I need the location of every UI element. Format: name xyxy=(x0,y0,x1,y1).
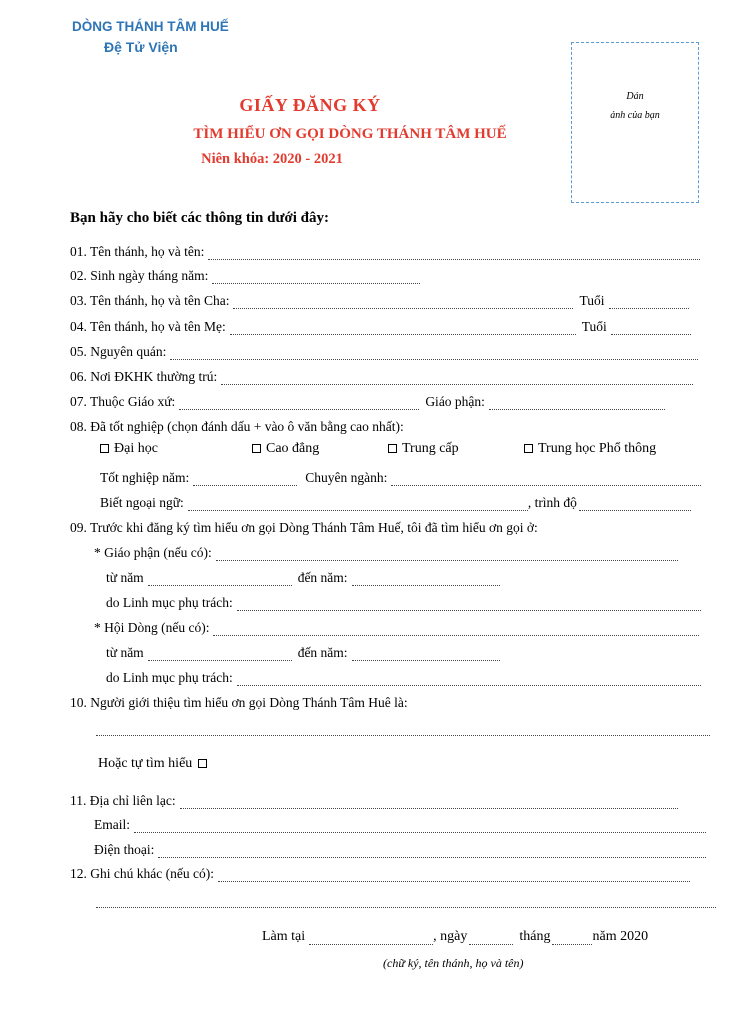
label-year: năm 2020 xyxy=(592,929,649,944)
label-to-year: đến năm: xyxy=(297,570,348,585)
field-diocese-years xyxy=(106,562,500,586)
input-referrer[interactable] xyxy=(96,721,710,736)
label-mother-age: Tuổi xyxy=(581,319,607,334)
department-name: Đệ Tử Viện xyxy=(104,39,178,55)
label-referrer: 10. Người giới thiệu tìm hiểu ơn gọi Dòng Thánh Tâm Huê là: xyxy=(70,695,408,710)
label-language: Biết ngoại ngữ: xyxy=(100,495,184,510)
field-phone xyxy=(94,834,706,858)
checkbox-icon[interactable] xyxy=(100,444,109,453)
field-prior-discernment xyxy=(70,512,538,536)
form-subtitle: TÌM HIỂU ƠN GỌI DÒNG THÁNH TÂM HUẾ xyxy=(193,126,507,142)
label-prior-diocese: * Giáo phận (nếu có): xyxy=(94,545,212,560)
field-mother xyxy=(70,311,691,335)
input-day[interactable] xyxy=(469,930,513,945)
label-priest: do Linh mục phụ trách: xyxy=(106,595,233,610)
input-congregation-from[interactable] xyxy=(148,646,292,661)
input-mother-name[interactable] xyxy=(230,320,576,335)
input-hometown[interactable] xyxy=(170,345,698,360)
input-prior-diocese[interactable] xyxy=(216,546,678,561)
label-notes: 12. Ghi chú khác (nếu có): xyxy=(70,866,214,881)
label-father: 03. Tên thánh, họ và tên Cha: xyxy=(70,293,230,308)
input-full-name[interactable] xyxy=(208,245,700,260)
label-from-year: từ năm xyxy=(106,645,144,660)
checkbox-icon[interactable] xyxy=(198,759,207,768)
label-birthdate: 02. Sinh ngày tháng năm: xyxy=(70,268,209,283)
field-father xyxy=(70,285,689,309)
input-major[interactable] xyxy=(391,471,701,486)
label-to-year: đến năm: xyxy=(297,645,348,660)
field-referrer xyxy=(70,687,408,711)
checkbox-icon[interactable] xyxy=(388,444,397,453)
label-parish: 07. Thuộc Giáo xứ: xyxy=(70,394,176,409)
label-graduation-year: Tốt nghiệp năm: xyxy=(100,470,190,485)
field-language xyxy=(100,487,691,511)
field-email xyxy=(94,809,706,833)
input-diocese-priest[interactable] xyxy=(237,596,701,611)
field-full-name xyxy=(70,236,700,260)
photo-label-1: Dán xyxy=(626,91,644,102)
signature-note: (chữ ký, tên thánh, họ và tên) xyxy=(383,956,524,970)
input-congregation-to[interactable] xyxy=(352,646,500,661)
label-education: 08. Đã tốt nghiệp (chọn đánh dấu + vào ô văn bằng cao nhất): xyxy=(70,419,404,434)
input-father-name[interactable] xyxy=(233,294,573,309)
field-residence xyxy=(70,361,693,385)
photo-placeholder[interactable] xyxy=(571,42,699,203)
label-day: , ngày xyxy=(433,929,468,944)
label-hometown: 05. Nguyên quán: xyxy=(70,344,167,359)
option-label: Cao đẳng xyxy=(266,441,320,456)
organization-name: DÒNG THÁNH TÂM HUẾ xyxy=(72,19,229,34)
label-major: Chuyên ngành: xyxy=(305,470,388,485)
label-place: Làm tại xyxy=(262,929,306,944)
input-address[interactable] xyxy=(180,794,678,809)
field-congregation-priest xyxy=(106,662,701,686)
input-diocese[interactable] xyxy=(489,395,665,410)
label-address: 11. Địa chỉ liên lạc: xyxy=(70,793,176,808)
input-graduation-year[interactable] xyxy=(193,471,297,486)
input-congregation-priest[interactable] xyxy=(237,671,701,686)
label-priest: do Linh mục phụ trách: xyxy=(106,670,233,685)
option-vocational[interactable] xyxy=(388,441,459,457)
label-month: tháng xyxy=(519,929,551,944)
field-address xyxy=(70,785,678,809)
label-self-discover: Hoặc tự tìm hiểu xyxy=(98,756,193,771)
form-title: GIẤY ĐĂNG KÝ xyxy=(239,95,381,115)
photo-label-2: ảnh của bạn xyxy=(610,110,660,121)
label-from-year: từ năm xyxy=(106,570,144,585)
signature-date-line xyxy=(262,929,648,945)
label-diocese: Giáo phận: xyxy=(425,394,485,409)
label-language-level: , trình độ xyxy=(527,495,577,510)
input-notes-extra[interactable] xyxy=(96,893,716,908)
field-self-discover xyxy=(98,748,212,772)
input-phone[interactable] xyxy=(158,843,706,858)
intro-heading: Bạn hãy cho biết các thông tin dưới đây: xyxy=(70,210,330,226)
input-diocese-from[interactable] xyxy=(148,571,292,586)
checkbox-icon[interactable] xyxy=(252,444,261,453)
field-prior-congregation xyxy=(94,612,699,636)
option-high-school[interactable] xyxy=(524,441,656,457)
option-label: Đại học xyxy=(114,441,158,456)
input-parish[interactable] xyxy=(179,395,419,410)
input-diocese-to[interactable] xyxy=(352,571,500,586)
field-graduation xyxy=(100,462,701,486)
label-mother: 04. Tên thánh, họ và tên Mẹ: xyxy=(70,319,226,334)
academic-year: Niên khóa: 2020 - 2021 xyxy=(201,151,343,167)
field-parish xyxy=(70,386,665,410)
field-notes xyxy=(70,858,690,882)
input-place[interactable] xyxy=(309,930,433,945)
label-prior-discernment: 09. Trước khi đăng ký tìm hiểu ơn gọi Dòng Thánh Tâm Huế, tôi đã tìm hiểu ơn gọi ở: xyxy=(70,520,538,535)
option-university[interactable] xyxy=(100,441,158,457)
field-hometown xyxy=(70,336,698,360)
checkbox-icon[interactable] xyxy=(524,444,533,453)
input-father-age[interactable] xyxy=(609,294,689,309)
input-language-level[interactable] xyxy=(579,496,691,511)
label-father-age: Tuổi xyxy=(579,293,605,308)
field-congregation-years xyxy=(106,637,500,661)
field-birthdate xyxy=(70,260,420,284)
input-prior-congregation[interactable] xyxy=(213,621,699,636)
field-notes-line xyxy=(96,884,716,908)
input-birthdate[interactable] xyxy=(212,269,420,284)
label-email: Email: xyxy=(94,817,130,832)
label-residence: 06. Nơi ĐKHK thường trú: xyxy=(70,369,218,384)
input-notes[interactable] xyxy=(218,867,690,882)
input-mother-age[interactable] xyxy=(611,320,691,335)
label-prior-congregation: * Hội Dòng (nếu có): xyxy=(94,620,210,635)
input-language[interactable] xyxy=(188,496,528,511)
field-education xyxy=(70,411,404,435)
option-label: Trung cấp xyxy=(402,441,459,456)
field-prior-diocese xyxy=(94,537,678,561)
label-phone: Điện thoại: xyxy=(94,842,155,857)
option-college[interactable] xyxy=(252,441,319,457)
input-residence[interactable] xyxy=(221,370,693,385)
label-full-name: 01. Tên thánh, họ và tên: xyxy=(70,244,205,259)
input-month[interactable] xyxy=(552,930,592,945)
field-diocese-priest xyxy=(106,587,701,611)
input-email[interactable] xyxy=(134,818,706,833)
option-label: Trung học Phổ thông xyxy=(538,441,657,456)
field-referrer-line xyxy=(96,712,710,736)
